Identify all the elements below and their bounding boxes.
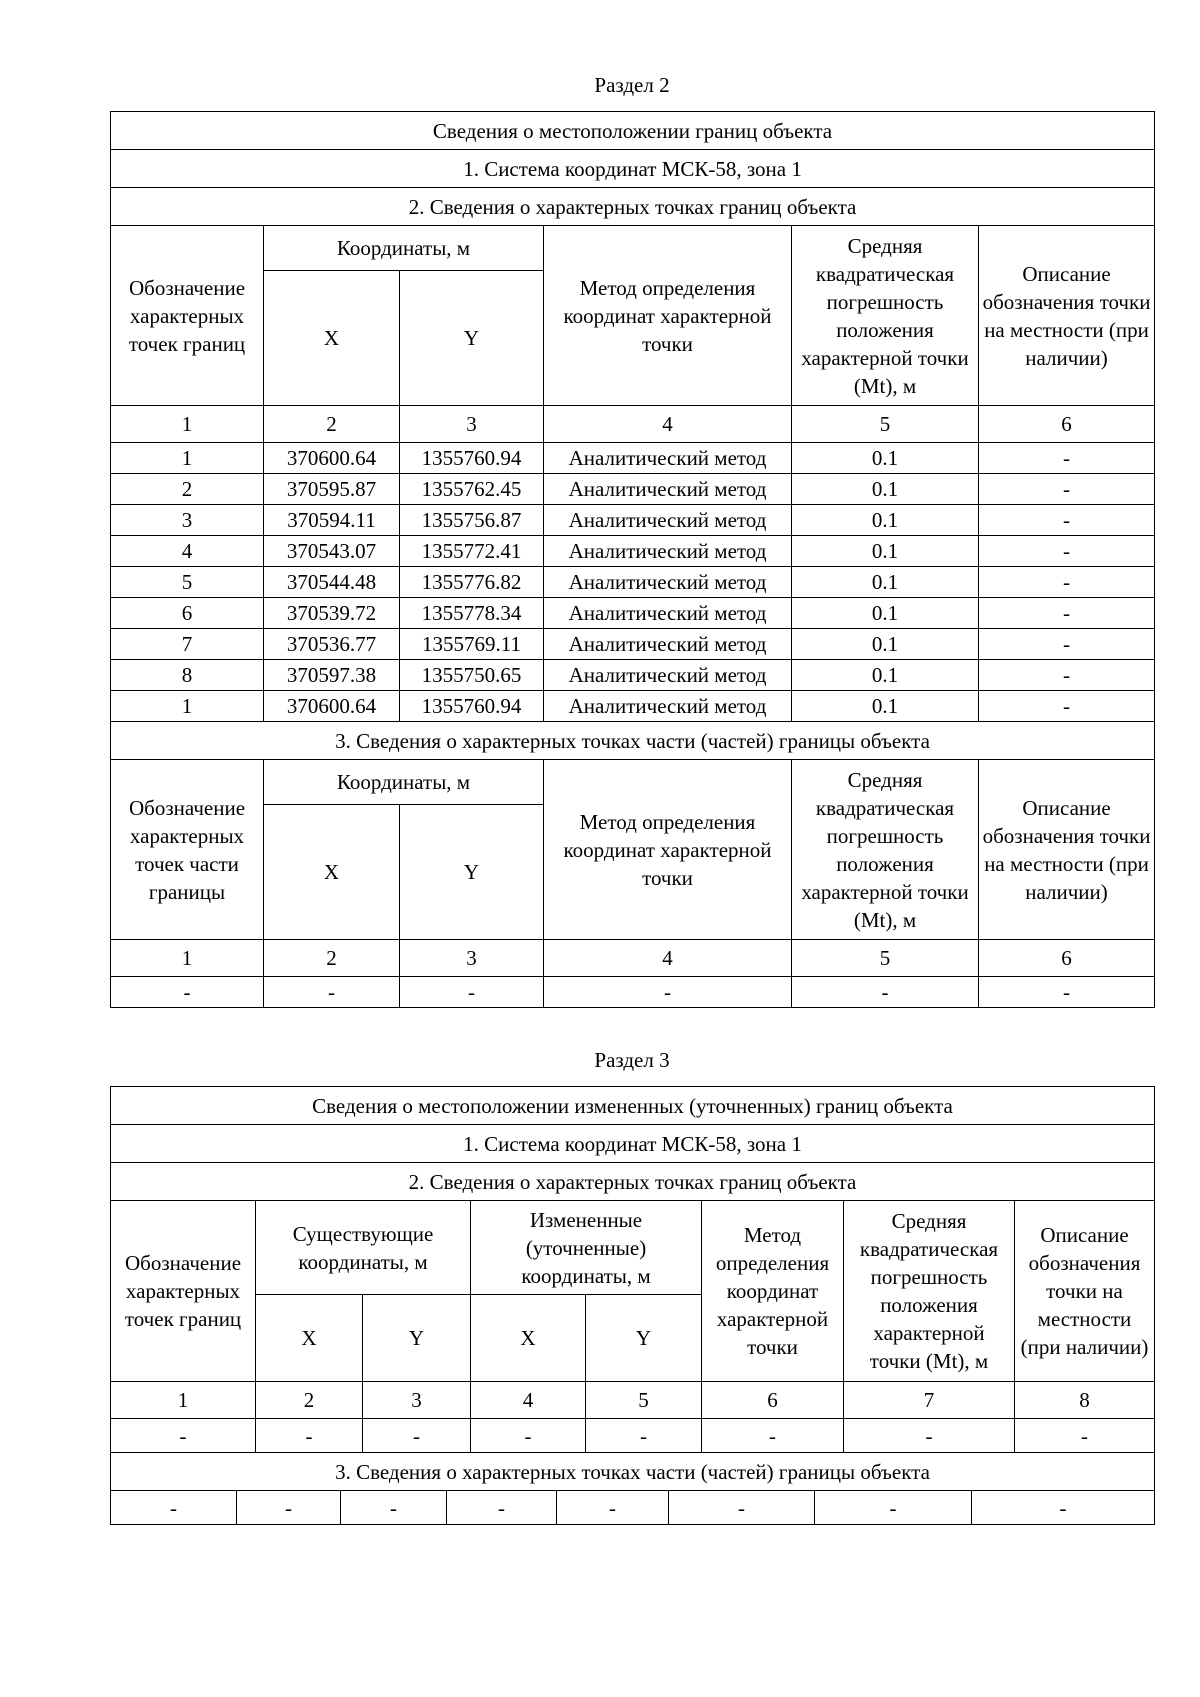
cell: - xyxy=(979,691,1155,722)
cell: 0.1 xyxy=(792,443,979,474)
col-number: 8 xyxy=(1015,1382,1155,1419)
cell: 1355769.11 xyxy=(400,629,544,660)
cell: - xyxy=(1015,1419,1155,1453)
cell: 6 xyxy=(111,598,264,629)
table-row xyxy=(111,629,1155,660)
cell: - xyxy=(979,629,1155,660)
table-title: Сведения о местоположении измененных (уточненных) границ объекта xyxy=(111,1087,1155,1125)
cell: - xyxy=(979,536,1155,567)
col-number: 6 xyxy=(979,940,1155,977)
cell: - xyxy=(979,977,1155,1008)
cell: Аналитический метод xyxy=(544,474,792,505)
parts-header-y: Y xyxy=(400,805,544,940)
table-row xyxy=(111,1491,1155,1525)
cell: - xyxy=(111,1491,237,1525)
col-number: 1 xyxy=(111,406,264,443)
points-section-title: 2. Сведения о характерных точках границ объекта xyxy=(111,188,1155,226)
cell: 0.1 xyxy=(792,660,979,691)
parts-header-point-designation: Обозначение характерных точек части границы xyxy=(111,760,264,940)
cell: - xyxy=(792,977,979,1008)
parts-section-title: 3. Сведения о характерных точках части (частей) границы объекта xyxy=(111,722,1155,760)
table-row xyxy=(111,474,1155,505)
cell: 1355750.65 xyxy=(400,660,544,691)
cell: 0.1 xyxy=(792,505,979,536)
header-method: Метод определения координат характерной точки xyxy=(702,1201,844,1382)
header-changed-y: Y xyxy=(586,1295,702,1382)
cell: - xyxy=(111,977,264,1008)
col-number: 6 xyxy=(979,406,1155,443)
cell: 370536.77 xyxy=(264,629,400,660)
cell: 0.1 xyxy=(792,474,979,505)
cell: Аналитический метод xyxy=(544,505,792,536)
section-3-table xyxy=(110,1086,1155,1491)
cell: - xyxy=(557,1491,669,1525)
cell: 370539.72 xyxy=(264,598,400,629)
cell: 370594.11 xyxy=(264,505,400,536)
table-row xyxy=(111,536,1155,567)
col-number: 2 xyxy=(264,406,400,443)
table-row xyxy=(111,598,1155,629)
col-number: 3 xyxy=(400,406,544,443)
cell: 370595.87 xyxy=(264,474,400,505)
table-row xyxy=(111,505,1155,536)
cell: Аналитический метод xyxy=(544,567,792,598)
cell: 1355756.87 xyxy=(400,505,544,536)
cell: - xyxy=(363,1419,471,1453)
header-description: Описание обозначения точки на местности (при наличии) xyxy=(979,226,1155,406)
cell: 5 xyxy=(111,567,264,598)
table-row xyxy=(111,567,1155,598)
header-y: Y xyxy=(400,271,544,406)
cell: - xyxy=(447,1491,557,1525)
cell: - xyxy=(979,505,1155,536)
col-number: 1 xyxy=(111,940,264,977)
section-2-title: Раздел 2 xyxy=(594,73,670,97)
header-description: Описание обозначения точки на местности (при наличии) xyxy=(1015,1201,1155,1382)
cell: 7 xyxy=(111,629,264,660)
cell: - xyxy=(844,1419,1015,1453)
parts-header-method: Метод определения координат характерной точки xyxy=(544,760,792,940)
cell: 0.1 xyxy=(792,598,979,629)
col-number: 1 xyxy=(111,1382,256,1419)
cell: 1 xyxy=(111,691,264,722)
cell: - xyxy=(237,1491,341,1525)
cell: 0.1 xyxy=(792,567,979,598)
cell: - xyxy=(815,1491,972,1525)
cell: 1355762.45 xyxy=(400,474,544,505)
cell: 370543.07 xyxy=(264,536,400,567)
cell: Аналитический метод xyxy=(544,660,792,691)
cell: Аналитический метод xyxy=(544,691,792,722)
cell: 4 xyxy=(111,536,264,567)
col-number: 4 xyxy=(471,1382,586,1419)
section-2-table xyxy=(110,111,1155,1008)
table-row xyxy=(111,443,1155,474)
col-number: 7 xyxy=(844,1382,1015,1419)
col-number: 6 xyxy=(702,1382,844,1419)
cell: 1355778.34 xyxy=(400,598,544,629)
cell: - xyxy=(979,567,1155,598)
header-changed-coordinates: Измененные (уточненные) координаты, м xyxy=(471,1201,702,1295)
col-number: 4 xyxy=(544,406,792,443)
header-error: Средняя квадратическая погрешность положения характерной точки (Mt), м xyxy=(844,1201,1015,1382)
col-number: 2 xyxy=(256,1382,363,1419)
cell: - xyxy=(111,1419,256,1453)
cell: - xyxy=(264,977,400,1008)
header-point-designation: Обозначение характерных точек границ xyxy=(111,1201,256,1382)
cell: - xyxy=(256,1419,363,1453)
cell: - xyxy=(341,1491,447,1525)
cell: - xyxy=(400,977,544,1008)
cell: 0.1 xyxy=(792,629,979,660)
cell: - xyxy=(979,598,1155,629)
col-number: 4 xyxy=(544,940,792,977)
header-x: X xyxy=(264,271,400,406)
header-point-designation: Обозначение характерных точек границ xyxy=(111,226,264,406)
cell: - xyxy=(586,1419,702,1453)
cell: 370597.38 xyxy=(264,660,400,691)
col-number: 3 xyxy=(363,1382,471,1419)
cell: - xyxy=(669,1491,815,1525)
parts-header-description: Описание обозначения точки на местности (при наличии) xyxy=(979,760,1155,940)
cell: 370544.48 xyxy=(264,567,400,598)
header-existing-x: X xyxy=(256,1295,363,1382)
cell: 370600.64 xyxy=(264,691,400,722)
cell: 8 xyxy=(111,660,264,691)
table-title: Сведения о местоположении границ объекта xyxy=(111,112,1155,150)
cell: 0.1 xyxy=(792,691,979,722)
cell: 1355772.41 xyxy=(400,536,544,567)
cell: - xyxy=(979,660,1155,691)
col-number: 2 xyxy=(264,940,400,977)
cell: - xyxy=(544,977,792,1008)
cell: - xyxy=(972,1491,1155,1525)
cell: - xyxy=(979,474,1155,505)
parts-column-numbers-row xyxy=(111,940,1155,977)
header-error: Средняя квадратическая погрешность положения характерной точки (Mt), м xyxy=(792,226,979,406)
col-number: 5 xyxy=(792,940,979,977)
table-row xyxy=(111,691,1155,722)
table-row xyxy=(111,1419,1155,1453)
cell: 3 xyxy=(111,505,264,536)
parts-header-coordinates: Координаты, м xyxy=(264,760,544,805)
cell: 1355760.94 xyxy=(400,443,544,474)
cell: 370600.64 xyxy=(264,443,400,474)
cell: - xyxy=(979,443,1155,474)
col-number: 5 xyxy=(792,406,979,443)
header-changed-x: X xyxy=(471,1295,586,1382)
header-existing-coordinates: Существующие координаты, м xyxy=(256,1201,471,1295)
column-numbers-row xyxy=(111,406,1155,443)
cell: Аналитический метод xyxy=(544,536,792,567)
cell: 1355776.82 xyxy=(400,567,544,598)
cell: - xyxy=(471,1419,586,1453)
section-3-title: Раздел 3 xyxy=(594,1048,670,1072)
cell: Аналитический метод xyxy=(544,629,792,660)
cell: Аналитический метод xyxy=(544,598,792,629)
parts-header-error: Средняя квадратическая погрешность положения характерной точки (Mt), м xyxy=(792,760,979,940)
section-3-parts-table xyxy=(110,1490,1155,1525)
coordinate-system: 1. Система координат МСК-58, зона 1 xyxy=(111,150,1155,188)
parts-section-title: 3. Сведения о характерных точках части (частей) границы объекта xyxy=(111,1453,1155,1491)
cell: - xyxy=(702,1419,844,1453)
points-section-title: 2. Сведения о характерных точках границ объекта xyxy=(111,1163,1155,1201)
cell: 0.1 xyxy=(792,536,979,567)
header-existing-y: Y xyxy=(363,1295,471,1382)
cell: Аналитический метод xyxy=(544,443,792,474)
column-numbers-row xyxy=(111,1382,1155,1419)
header-coordinates: Координаты, м xyxy=(264,226,544,271)
cell: 2 xyxy=(111,474,264,505)
coordinate-system: 1. Система координат МСК-58, зона 1 xyxy=(111,1125,1155,1163)
table-row xyxy=(111,977,1155,1008)
cell: 1 xyxy=(111,443,264,474)
header-method: Метод определения координат характерной точки xyxy=(544,226,792,406)
parts-header-x: X xyxy=(264,805,400,940)
col-number: 3 xyxy=(400,940,544,977)
col-number: 5 xyxy=(586,1382,702,1419)
table-row xyxy=(111,660,1155,691)
cell: 1355760.94 xyxy=(400,691,544,722)
